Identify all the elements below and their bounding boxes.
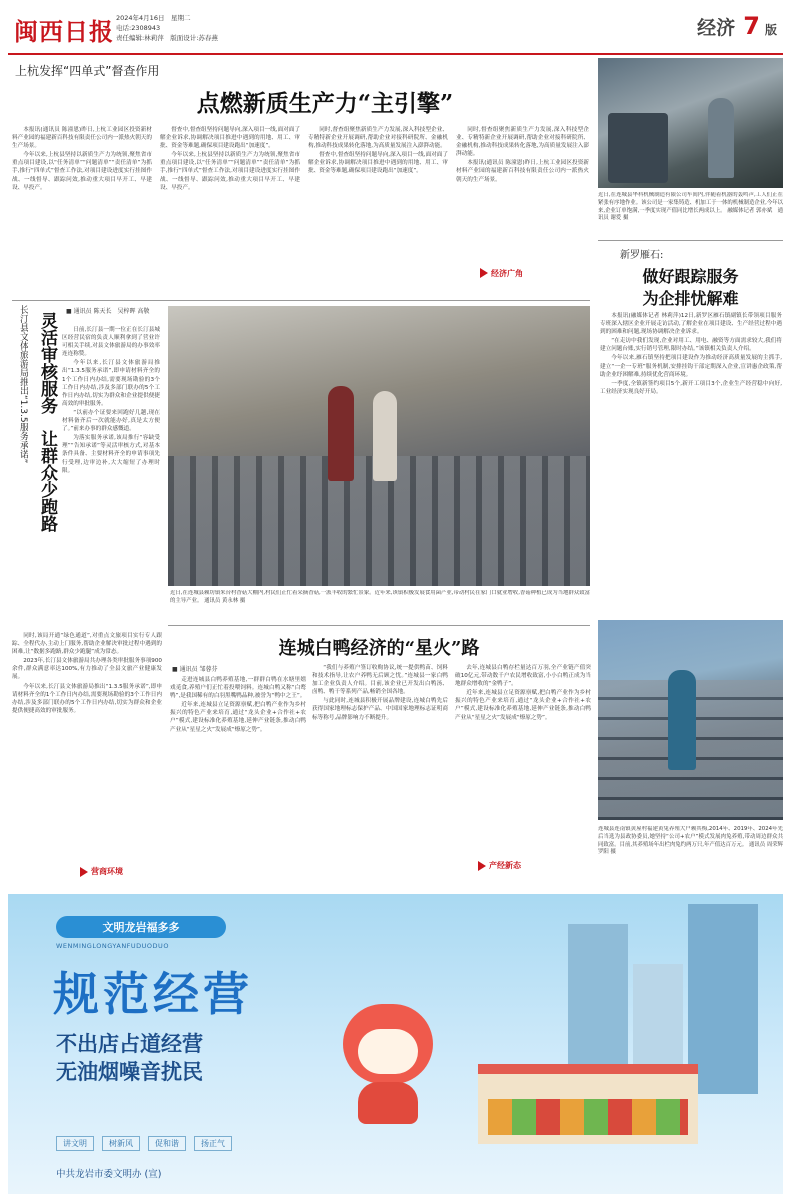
ad-tag: 讲文明 (56, 1136, 94, 1151)
xinluo-paragraph: 本报讯(融媒体记者 林莉萍)12日,新罗区雁石镇副镇长带领项目服务专班深入辖区企业开展走访活动,了解企业在项目建设、生产经营过程中遇到的困难和问题,现场协调解决企业诉求。 (600, 313, 782, 336)
liancheng-paragraph: 去年,连城县白鸭存栏量达百万羽,全产业链产值突破10亿元,带动数千户农民增收致富,小小白鸭正成为当地群众增收的“金鸭子”。 (455, 665, 591, 688)
changting-column-tag (80, 866, 123, 877)
page-suffix: 版 (764, 23, 777, 37)
greenhouse-photo (168, 306, 590, 586)
lead-column-2 (160, 126, 300, 296)
lead-paragraph: 督查中,督查组坚持问题导向,深入项目一线,面对面了解企业诉求,协调解决项目推进中遇到的用地、用工、审批、资金等难题,确保项目建设跑出“加速度”。 (308, 152, 448, 175)
lead-paragraph: 本报讯(通讯员 陈潼恩)昨日,上杭工业园区投资新材料产业园的福建新百科技有限责任公司内一派热火朝天的生产场景。 (456, 160, 589, 183)
lead-paragraph: 本报讯(通讯员 陈潼恩)昨日,上杭工业园区投资新材料产业园的福建新百科技有限责任公司内一派热火朝天的生产场景。 (12, 127, 152, 150)
issue-editors: 责任编辑:林莉萍 版面设计:苏春燕 (116, 34, 218, 42)
lead-kicker: 上杭发挥“四单式”督查作用 (15, 64, 160, 78)
liancheng-headline: 连城白鸭经济的“星火”路 (278, 638, 480, 659)
masthead (8, 6, 783, 56)
ad-tag: 扬正气 (194, 1136, 232, 1151)
changting-paragraph: 日前,长汀县一期一位正在长汀县城区经营民宿的负责人顺利拿到了营业许可相关手续,对县文体旅游局的办事效率连连称赞。 (62, 327, 160, 358)
changting-paragraph: “以前办个证要来回跑好几趟,现在材料备齐后一次就能办好,真是太方便了。”前来办事的群众感慨道。 (62, 409, 160, 433)
changting-title-2: 让群众少跑路 (37, 430, 57, 532)
liancheng-paragraph: 与此同时,连城县积极开展品牌建设,连城白鸭先后获得国家地理标志保护产品、中国国家地理标志证明商标等称号,品牌影响力不断提升。 (312, 698, 448, 721)
ad-tag: 促和谐 (148, 1136, 186, 1151)
ad-banner (56, 916, 226, 938)
greenhouse-photo-caption (170, 590, 590, 622)
lead-column-3 (308, 126, 448, 296)
civilization-ad (8, 894, 783, 1194)
tag-arrow-icon (80, 867, 88, 877)
liancheng-col-3 (455, 664, 591, 844)
liancheng-column-tag (478, 860, 521, 871)
caption-text: 近日,在连城县赖坊镇朱台村香菇大棚内,村民们正忙着采摘香菇,一派丰收的繁忙景象。近年来,该镇积极发展食用菌产业,带动村民在家门口就业增收,香菇种植已成为当地群众致富的主导产业。 (170, 590, 590, 604)
masthead-rule (8, 53, 783, 55)
ad-headline: 规范经营 (53, 967, 253, 1021)
tag-arrow-icon (478, 861, 486, 871)
lead-headline: 点燃新质生产力“主引擎” (196, 90, 454, 117)
tag-label: 经济广角 (491, 268, 523, 278)
issue-phone: 电话:2308943 (116, 24, 161, 32)
changting-title-1: 灵活审核服务 (37, 312, 57, 414)
lead-paragraph: 同时,督查组聚焦新质生产力发展,深入科技型企业、专精特新企业开展调研,帮助企业对接科研院所、金融机构,推动科技成果转化落地,为高质量发展注入澎湃动能。 (308, 127, 448, 150)
tag-label: 营商环境 (91, 867, 123, 876)
caption-text: 近日,在连城县华科机械制造有限公司车间内,伴随着机器的轰鸣声,工人们正在紧张有序地作业。该公司是一家集铸造、机加工于一体的机械制造企业,今年以来,企业订单饱满,一季度实现产值同比增长两成以上。 (598, 192, 783, 214)
changting-paragraph: 今年以来,长汀县文体旅游局推出“1.3.5服务承诺”,即申请材料齐全的1个工作日内办结,需要现场勘验的3个工作日内办结,涉及多部门联办的5个工作日内办结,切实为群众和企业提供便捷高效的审批服务。 (12, 683, 162, 714)
liancheng-paragraph: “我们与养殖户签订收购协议,统一提供鸭苗、饲料和技术指导,让农户养鸭无后顾之忧。”连城县一家白鸭加工企业负责人介绍。目前,该企业已开发出白鸭汤、卤鸭、鸭干等系列产品,畅销全国各地。 (312, 665, 448, 696)
liancheng-byline: ■ 通讯员 邹蓉芬 (172, 666, 218, 673)
cage-photo-caption (598, 826, 783, 888)
caption-credit: 融媒体记者 郭亦斌 通讯员 谢爱 摄 (598, 207, 783, 222)
person-right (373, 391, 397, 481)
liancheng-paragraph: 走进连城县白鸭养殖基地,一群群白鸭在水塘里嬉戏觅食,养殖户们正忙着投喂饲料。连城白鸭又称“白鹜鸭”,是我国稀有的白羽黑嘴鸭品种,被誉为“鸭中之王”。 (170, 677, 306, 700)
person-left (328, 386, 354, 481)
xinluo-headline-1: 做好跟踪服务 (642, 267, 739, 286)
section-divider (12, 300, 590, 301)
liancheng-paragraph: 近年来,连城县立足资源禀赋,把白鸭产业作为乡村振兴的特色产业来培育,通过“龙头企业+合作社+农户”模式,建设标准化养殖基地,延伸产业链条,推动白鸭产业从“星星之火”发展成“燎原之势”。 (170, 702, 306, 733)
farmer-shape (668, 670, 696, 770)
ad-line-2: 无油烟噪音扰民 (56, 1060, 203, 1084)
ad-line-1: 不出店占道经营 (56, 1032, 203, 1056)
factory-photo (598, 58, 783, 188)
liancheng-col-1 (170, 676, 306, 876)
building-3 (688, 904, 758, 1094)
changting-body-wide (12, 632, 162, 864)
changting-paragraph: 同时,该局开通“绿色通道”,对重点文旅项目实行专人跟踪、全程代办,主动上门服务,帮助企业解决审批过程中遇到的困难,让“数据多跑路,群众少跑腿”成为常态。 (12, 633, 162, 656)
xinluo-paragraph: 今年以来,雁石镇坚持把项目建设作为推动经济高质量发展的主抓手,建立“一企一专班”服务机制,安排挂钩干部定期深入企业,宣讲惠企政策,帮助企业纾困解难,持续优化营商环境。 (600, 355, 782, 378)
machine-shape (608, 113, 668, 183)
lead-column-4 (456, 126, 589, 266)
xinluo-paragraph: 一季度,全镇新签约项目5个,新开工项目3个,企业生产经营稳中向好,工业经济实现良好开局。 (600, 380, 782, 395)
changting-body (62, 326, 160, 626)
mascot-icon (333, 1004, 443, 1124)
ad-sponsor: 中共龙岩市委文明办 (宣) (56, 1169, 162, 1180)
liancheng-col-2 (312, 664, 448, 876)
xinluo-body (600, 312, 782, 612)
newspaper-logo: 闽西日报 (14, 17, 114, 46)
changting-paragraph: 为落实服务承诺,该局推行“容缺受理”“告知承诺”等灵活审核方式,对基本条件具备、主要材料齐全的申请事项先行受理,边审边补,大大缩短了办理时限。 (62, 435, 160, 474)
lead-column-tag (480, 266, 523, 280)
ad-tag: 树新风 (102, 1136, 140, 1151)
ad-banner-text: 文明龙岩福多多 (102, 921, 180, 934)
changting-side-title: 长汀县文体旅游局推出“1.3.5服务承诺” (18, 305, 28, 464)
xinluo-rule (598, 240, 783, 241)
changting-paragraph: 2023年,长汀县文体旅游局共办理各类审批服务事项900余件,群众满意率达100%,有力推动了全县文旅产业健康发展。 (12, 658, 162, 681)
liancheng-paragraph: 近年来,连城县立足资源禀赋,把白鸭产业作为乡村振兴的特色产业来培育,通过“龙头企业+合作社+农户”模式,建设标准化养殖基地,延伸产业链条,推动白鸭产业从“星星之火”发展成“燎原之势”。 (455, 690, 591, 721)
section-label (697, 12, 777, 40)
produce-crates (488, 1099, 688, 1135)
changting-paragraph: 今年以来,长汀县文体旅游局推出“1.3.5服务承诺”,即申请材料齐全的1个工作日内办结,需要现场勘验的3个工作日内办结,涉及多部门联办的5个工作日内办结,切实为群众和企业提供便捷高效的审批服务。 (62, 360, 160, 407)
lead-column-1 (12, 126, 152, 296)
section-name: 经济 (697, 17, 736, 39)
tag-arrow-icon (480, 268, 488, 278)
lead-paragraph: 同时,督查组聚焦新质生产力发展,深入科技型企业、专精特新企业开展调研,帮助企业对接科研院所、金融机构,推动科技成果转化落地,为高质量发展注入澎湃动能。 (456, 127, 589, 158)
changting-byline: ■ 通讯员 陈天长 吴梓晖 高敬 (66, 308, 150, 315)
caption-credit: 通讯员 黄永林 摄 (204, 597, 246, 604)
lead-paragraph: 督查中,督查组坚持问题导向,深入项目一线,面对面了解企业诉求,协调解决项目推进中遇到的用地、用工、审批、资金等难题,确保项目建设跑出“加速度”。 (160, 127, 300, 150)
cage-photo (598, 620, 783, 820)
worker-shape (708, 98, 734, 178)
xinluo-paragraph: “在走访中我们发现,企业对用工、用电、融资等方面需求较大,我们将建立问题台账,实行销号管理,限时办结。”该镇相关负责人介绍。 (600, 338, 782, 353)
lead-paragraph: 今年以来,上杭县坚持以新质生产力为统领,聚焦省市重点项目建设,以“任务清单”“问题清单”“责任清单”为抓手,推行“四单式”督查工作法,对项目建设进度实行挂图作战、一线督导、跟踪问效,推动重大项目早开工、早建设、早投产。 (12, 152, 152, 191)
xinluo-headline-2: 为企排忧解难 (642, 289, 739, 308)
tag-label: 产经新态 (489, 861, 521, 870)
mascot-face (358, 1029, 418, 1074)
ad-tags (56, 1136, 232, 1151)
mascot-body (358, 1082, 418, 1124)
ad-pinyin: WENMINGLONGYANFUDUODUO (56, 942, 169, 950)
factory-photo-caption (598, 192, 783, 242)
caption-credit: 通讯员 周荣辉 罗阳 摄 (598, 841, 783, 856)
liancheng-rule (168, 625, 590, 626)
page-number: 7 (743, 12, 760, 40)
issue-date: 2024年4月16日 星期二 (116, 14, 191, 22)
caption-text: 连城县连南镇黄屋村福建黄兔养殖大户赖其梅,2014年、2019年、2024年先后当选为县政协委员,她坚持“公司+农户”模式发展肉兔养殖,带动周边群众共同致富。目前,其养殖场年出栏肉兔约两万只,年产值达百万元。 (598, 826, 783, 848)
xinluo-kicker: 新罗雁石: (620, 250, 664, 261)
lead-paragraph: 今年以来,上杭县坚持以新质生产力为统领,聚焦省市重点项目建设,以“任务清单”“问题清单”“责任清单”为抓手,推行“四单式”督查工作法,对项目建设进度实行挂图作战、一线督导、跟踪问效,推动重大项目早开工、早建设、早投产。 (160, 152, 300, 191)
